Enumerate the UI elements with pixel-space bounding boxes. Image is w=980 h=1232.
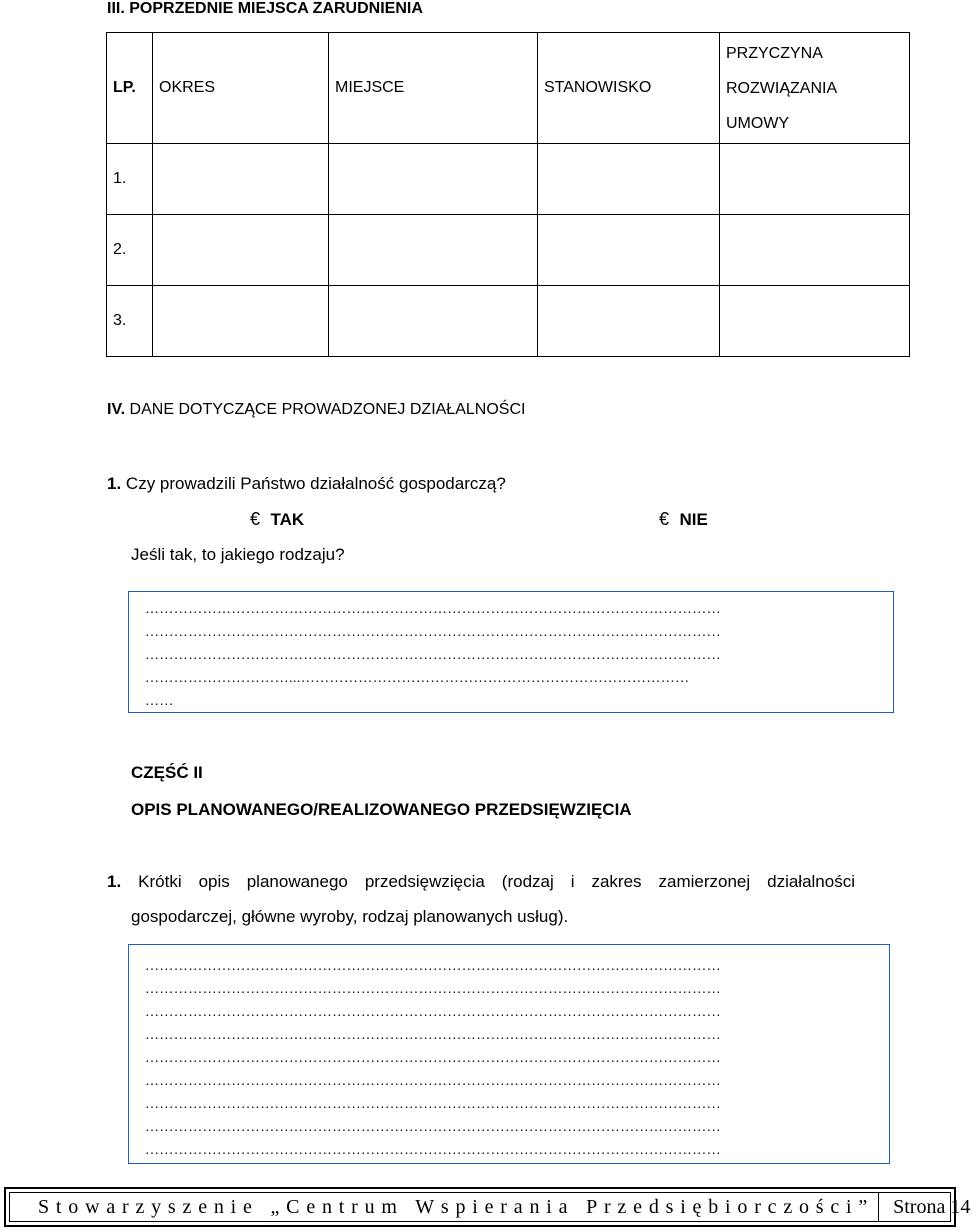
answer-line: ………………………………………………………………………………………………………… (145, 648, 721, 663)
footer-page-number: Strona 14 (878, 1193, 980, 1221)
question-number: 1. (107, 872, 122, 891)
option-yes[interactable] (250, 509, 304, 530)
section-4-heading: DANE DOTYCZĄCE PROWADZONEJ DZIAŁALNOŚCI (129, 401, 526, 418)
answer-line: ………………………………………………………………………………………………………… (145, 1051, 721, 1066)
section-4-number: IV. (107, 401, 126, 418)
answer-line: …… (145, 694, 174, 709)
question-text: Krótki opis planowanego przedsięwzięcia (rodzaj i zakres zamierzonej działalności (138, 872, 855, 891)
footer-frame (9, 1192, 971, 1222)
answer-line: ………………………………………………………………………………………………………… (145, 1120, 721, 1135)
business-type-answer-box[interactable] (128, 591, 894, 713)
position-cell[interactable] (538, 144, 720, 215)
header-place: MIEJSCE (329, 33, 538, 144)
employment-history-table (106, 32, 910, 357)
reason-cell[interactable] (720, 215, 910, 286)
header-termination-reason (720, 33, 910, 144)
option-yes-label: TAK (270, 510, 305, 529)
page-footer (4, 1187, 971, 1227)
header-position: STANOWISKO (538, 33, 720, 144)
answer-line: ………………………………………………………………………………………………………… (145, 982, 721, 997)
answer-line: ………………………………………………………………………………………………………… (145, 1005, 721, 1020)
answer-line: ………………………………………………………………………………………………………… (145, 1074, 721, 1089)
table-row (107, 215, 910, 286)
project-description-answer-box[interactable] (128, 944, 890, 1164)
part-2-title: CZĘŚĆ II (131, 763, 203, 782)
row-number: 3. (107, 286, 153, 357)
footer-organization: Stowarzyszenie „Centrum Wspierania Przedsiębiorczości” (38, 1195, 875, 1218)
section-4-title (107, 401, 525, 419)
answer-line: …………………………...……………………………………………………………………… (145, 671, 690, 686)
question-text: Czy prowadzili Państwo działalność gospodarczą? (125, 474, 506, 493)
place-cell[interactable] (329, 144, 538, 215)
answer-line: ………………………………………………………………………………………………………… (145, 959, 721, 974)
header-lp: LP. (107, 33, 153, 144)
checkbox-icon[interactable]: € (659, 509, 670, 529)
part-2-subtitle: OPIS PLANOWANEGO/REALIZOWANEGO PRZEDSIĘWZIĘCIA (131, 800, 632, 819)
position-cell[interactable] (538, 286, 720, 357)
table-row (107, 286, 910, 357)
question-number: 1. (107, 474, 122, 493)
period-cell[interactable] (153, 286, 329, 357)
reason-cell[interactable] (720, 286, 910, 357)
position-cell[interactable] (538, 215, 720, 286)
option-no-label: NIE (679, 510, 708, 529)
description-question-line-1 (107, 872, 855, 892)
section-3-title: III. POPRZEDNIE MIEJSCA ZARUDNIENIA (107, 0, 423, 17)
answer-line: ………………………………………………………………………………………………………… (145, 1143, 721, 1158)
answer-line: ………………………………………………………………………………………………………… (145, 1097, 721, 1112)
period-cell[interactable] (153, 144, 329, 215)
table-row (107, 144, 910, 215)
option-no[interactable] (659, 509, 708, 530)
business-question (107, 474, 506, 494)
header-reason-line-2: ROZWIĄZANIA (726, 79, 838, 97)
place-cell[interactable] (329, 286, 538, 357)
header-period: OKRES (153, 33, 329, 144)
header-reason-line-1: PRZYCZYNA (726, 44, 823, 62)
checkbox-icon[interactable]: € (250, 509, 261, 529)
table-header-row (107, 33, 910, 144)
answer-line: ………………………………………………………………………………………………………… (145, 1028, 721, 1043)
answer-line: ………………………………………………………………………………………………………… (145, 625, 721, 640)
header-reason-line-3: UMOWY (726, 114, 790, 132)
follow-up-question: Jeśli tak, to jakiego rodzaju? (131, 545, 345, 564)
description-question-line-2: gospodarczej, główne wyroby, rodzaj planowanych usług). (131, 907, 569, 926)
reason-cell[interactable] (720, 144, 910, 215)
row-number: 1. (107, 144, 153, 215)
row-number: 2. (107, 215, 153, 286)
period-cell[interactable] (153, 215, 329, 286)
answer-line: ………………………………………………………………………………………………………… (145, 602, 721, 617)
place-cell[interactable] (329, 215, 538, 286)
